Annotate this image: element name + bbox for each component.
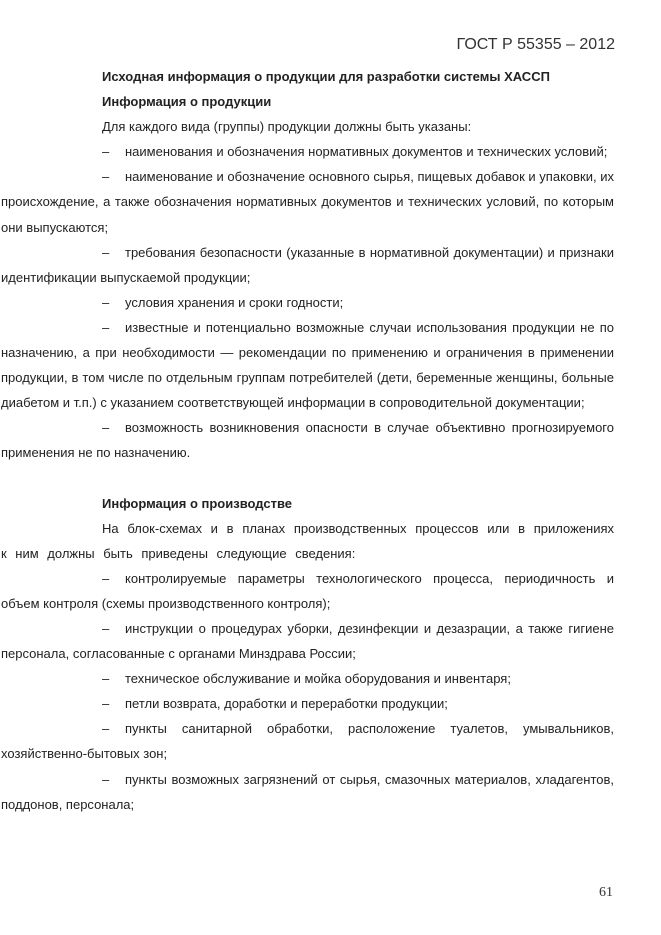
list-bullet: – (102, 771, 110, 787)
list-bullet: – (102, 144, 110, 160)
list-bullet: – (102, 420, 110, 436)
list-item: – наименования и обозначения нормативных документов и технических условий; (1, 139, 614, 164)
subsection-title-product: Информация о продукции (102, 94, 272, 110)
subsection-title-production: Информация о производстве (102, 495, 293, 511)
list-bullet: – (102, 244, 110, 260)
list-bullet: – (102, 319, 110, 335)
list-item: – наименование и обозначение основного сырья, пищевых добавок и упаковки, их происхождение, а также обозначения нормативных документов и технических условий, по которым они выпускаются; (1, 164, 614, 239)
paragraph-intro: Для каждого вида (группы) продукции должны быть указаны: (102, 119, 472, 135)
list-bullet: – (102, 570, 110, 586)
list-bullet: – (102, 169, 110, 185)
list-bullet: – (102, 696, 110, 712)
document-standard-id: ГОСТ Р 55355 – 2012 (456, 36, 615, 53)
list-item: – петли возврата, доработки и переработки продукции; (1, 691, 614, 716)
list-item: – пункты возможных загрязнений от сырья, смазочных материалов, хладагентов, поддонов, персонала; (1, 767, 614, 817)
list-bullet: – (102, 294, 110, 310)
list-item: – известные и потенциально возможные случаи использования продукции не по назначению, а при необходимости — рекомендации по применению и ограничения в применении продукции, в том числе по отдельным группам потребителей (дети, беременные женщины, больные диабетом и т.п.) с указанием соответствующей информации в сопроводительной документации; (1, 315, 614, 415)
list-item: – условия хранения и сроки годности; (1, 290, 614, 315)
list-bullet: – (102, 721, 110, 737)
list-item: – инструкции о процедурах уборки, дезинфекции и дезазрации, а также гигиене персонала, согласованные с органами Минздрава России; (1, 616, 614, 666)
list-bullet: – (102, 620, 110, 636)
list-item: – возможность возникновения опасности в случае объективно прогнозируемого применения не по назначению. (1, 415, 614, 465)
page-number: 61 (599, 885, 613, 900)
list-bullet: – (102, 671, 110, 687)
list-item: – пункты санитарной обработки, расположение туалетов, умывальников, хозяйственно-бытовых зон; (1, 716, 614, 766)
list-item: – техническое обслуживание и мойка оборудования и инвентаря; (1, 666, 614, 691)
paragraph-intro: На блок-схемах и в планах производственных процессов или в приложениях к ним должны быть приведены следующие сведения: (1, 520, 614, 561)
list-item: – контролируемые параметры технологического процесса, периодичность и объем контроля (схемы производственного контроля); (1, 566, 614, 616)
section-title: Исходная информация о продукции для разработки системы ХАССП (102, 69, 550, 84)
list-item: – требования безопасности (указанные в нормативной документации) и признаки идентификации выпускаемой продукции; (1, 240, 614, 290)
document-body (1, 64, 614, 817)
section-spacer (102, 466, 614, 491)
